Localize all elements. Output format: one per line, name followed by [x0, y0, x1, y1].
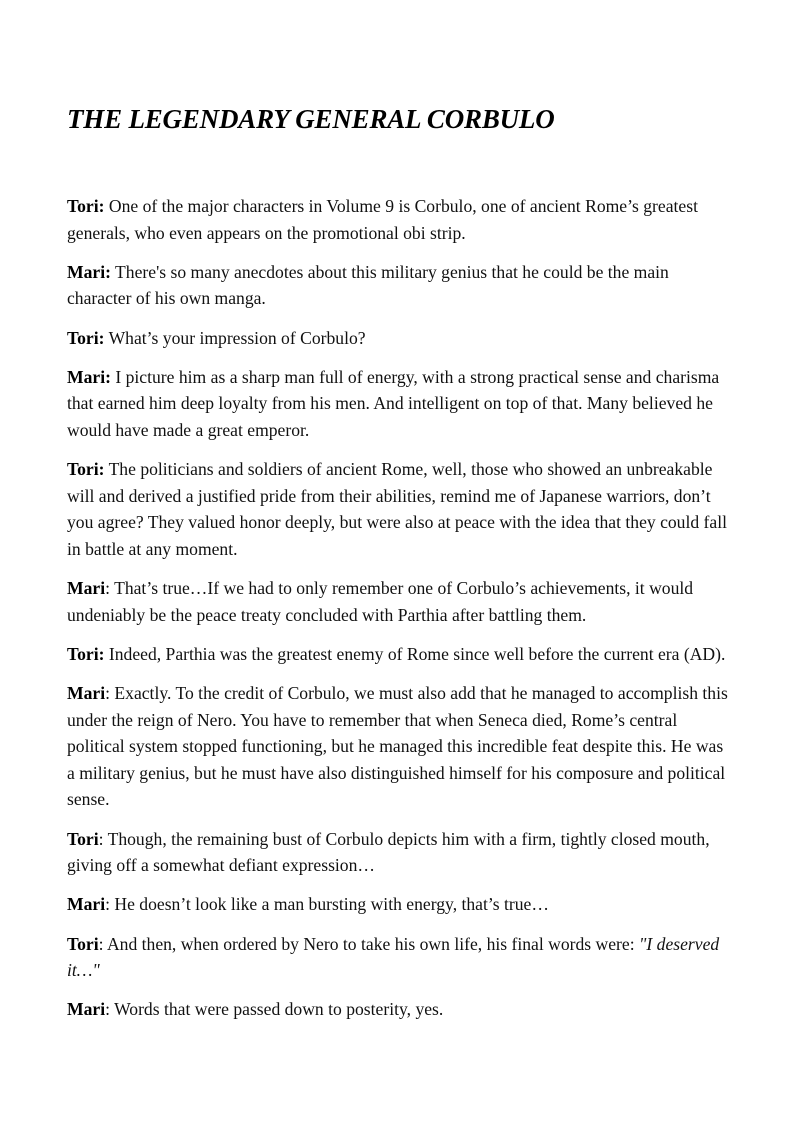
- speaker-name: Mari: [67, 683, 106, 704]
- dialogue-line: [67, 931, 735, 984]
- dialogue-line: [67, 456, 735, 562]
- speaker-name: Tori: [67, 828, 99, 849]
- dialogue-line: [67, 680, 735, 813]
- dialogue-line: [67, 325, 735, 352]
- speaker-name: Mari: [67, 894, 106, 915]
- dialogue-text: : Though, the remaining bust of Corbulo depicts him with a firm, tightly closed mouth, giving off a somewhat defiant expression…: [67, 828, 710, 876]
- speaker-name: Mari: [67, 578, 106, 599]
- dialogue-line: [67, 641, 735, 668]
- dialogue-line: [67, 996, 735, 1023]
- speaker-name: Mari: [67, 999, 106, 1020]
- dialogue-text: : And then, when ordered by Nero to take his own life, his final words were:: [98, 933, 640, 954]
- dialogue-line: [67, 891, 735, 918]
- dialogue-text: : Words that were passed down to posterity, yes.: [105, 999, 444, 1020]
- dialogue-text: There's so many anecdotes about this military genius that he could be the main character of his own manga.: [67, 261, 669, 309]
- speaker-name: Tori:: [67, 196, 105, 216]
- dialogue-line: [67, 364, 735, 444]
- dialogue-line: [67, 193, 735, 246]
- dialogue-text: One of the major characters in Volume 9 is Corbulo, one of ancient Rome’s greatest generals, who even appears on the promotional obi strip.: [67, 196, 698, 243]
- speaker-name: Tori:: [67, 643, 105, 664]
- speaker-name: Tori: [67, 933, 99, 954]
- dialogue-line: [67, 575, 735, 628]
- final-words-quote: "I deserved it…": [67, 933, 720, 981]
- dialogue-text: The politicians and soldiers of ancient Rome, well, those who showed an unbreakable will and derived a justified pride from their abilities, remind me of Japanese warriors, don’t you agree? They valued honor deeply, but were also at peace with the idea that they could fall in battle at any moment.: [67, 459, 727, 559]
- dialogue-text: : He doesn’t look like a man bursting with energy, that’s true…: [105, 894, 549, 915]
- speaker-name: Mari:: [67, 366, 111, 387]
- speaker-name: Tori:: [67, 459, 105, 480]
- speaker-name: Mari:: [67, 261, 111, 282]
- dialogue-text: : That’s true…If we had to only remember one of Corbulo’s achievements, it would undeniably be the peace treaty concluded with Parthia after battling them.: [67, 578, 694, 625]
- dialogue-line: [67, 826, 735, 879]
- dialogue-text: Indeed, Parthia was the greatest enemy of Rome since well before the current era (AD).: [104, 643, 726, 664]
- dialogue-body: [67, 193, 735, 1036]
- dialogue-line: [67, 259, 735, 312]
- dialogue-text: What’s your impression of Corbulo?: [104, 327, 366, 348]
- dialogue-text: I picture him as a sharp man full of energy, with a strong practical sense and charisma that earned him deep loyalty from his men. And intelligent on top of that. Many believed he would have made a great emperor.: [67, 366, 720, 440]
- page-title: THE LEGENDARY GENERAL CORBULO: [67, 104, 555, 134]
- dialogue-text: : Exactly. To the credit of Corbulo, we must also add that he managed to accomplish this under the reign of Nero. You have to remember that when Seneca died, Rome’s central political system stopped functioning, but he managed this incredible feat despite this. He was a military genius, but he must have also distinguished himself for his composure and political sense.: [67, 683, 728, 810]
- speaker-name: Tori:: [67, 327, 105, 348]
